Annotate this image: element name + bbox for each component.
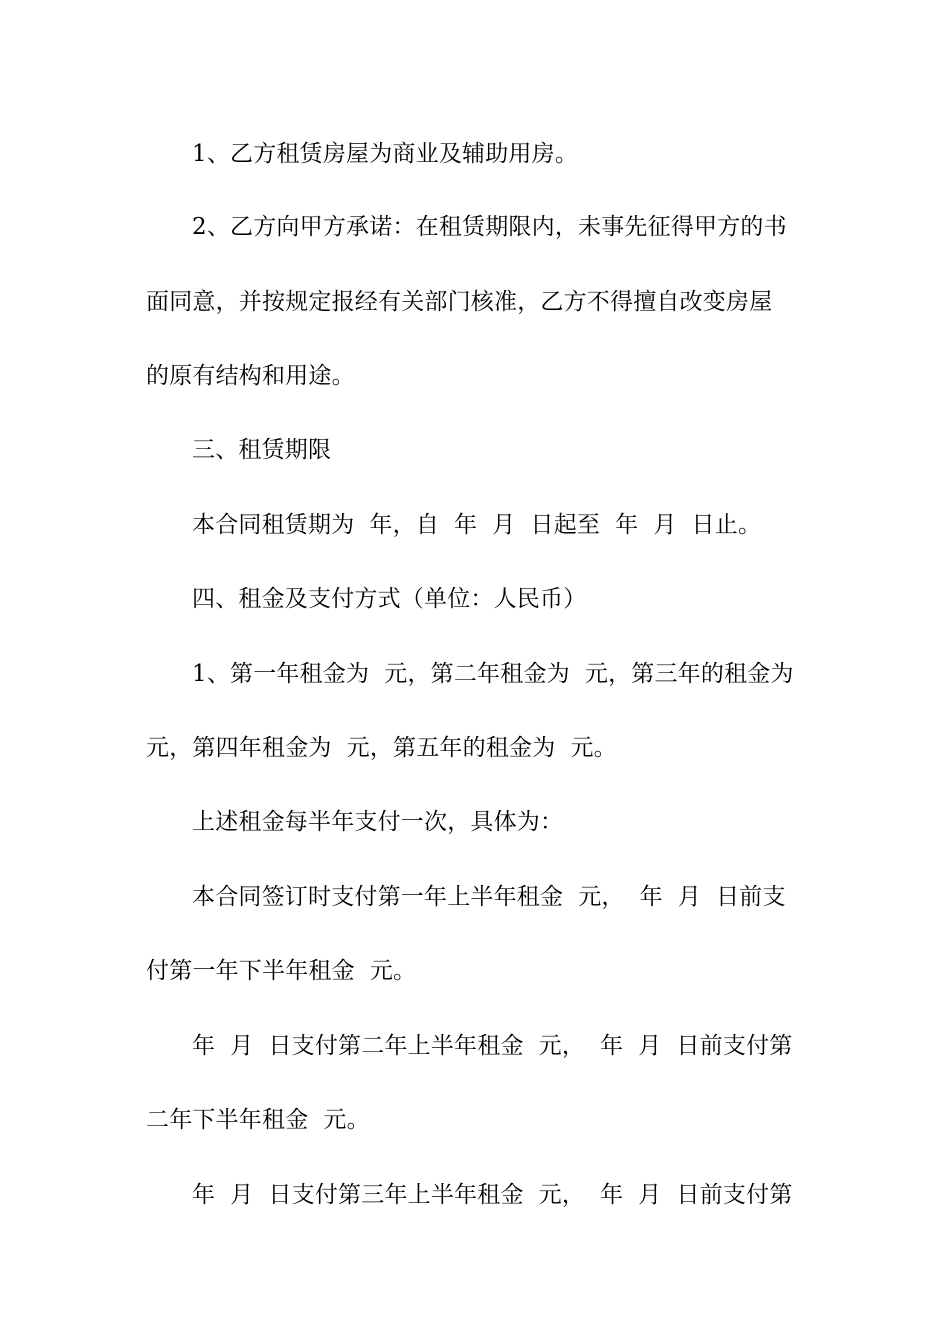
clause-line: 1、乙方租赁房屋为商业及辅助用房。 [192, 141, 579, 167]
clause-line: 元，第四年租金为 元，第五年的租金为 元。 [146, 735, 617, 761]
clause-line: 1、第一年租金为 元，第二年租金为 元，第三年的租金为 [192, 661, 794, 687]
clause-line: 二年下半年租金 元。 [146, 1107, 370, 1133]
clause-line: 年 月 日支付第三年上半年租金 元， 年 月 日前支付第 [192, 1182, 793, 1208]
clause-line: 面同意，并按规定报经有关部门核准，乙方不得擅自改变房屋 [146, 289, 773, 315]
section-heading: 四、租金及支付方式（单位：人民币） [192, 586, 587, 612]
clause-line: 年 月 日支付第二年上半年租金 元， 年 月 日前支付第 [192, 1033, 793, 1059]
clause-line: 本合同签订时支付第一年上半年租金 元， 年 月 日前支 [192, 884, 786, 910]
section-heading: 三、租赁期限 [192, 437, 332, 463]
clause-line: 2、乙方向甲方承诺：在租赁期限内，未事先征得甲方的书 [192, 214, 787, 240]
clause-line: 上述租金每半年支付一次，具体为： [192, 809, 564, 835]
clause-line: 的原有结构和用途。 [146, 363, 355, 389]
clause-line: 本合同租赁期为 年，自 年 月 日起至 年 月 日止。 [192, 512, 762, 538]
clause-line: 付第一年下半年租金 元。 [146, 958, 417, 984]
